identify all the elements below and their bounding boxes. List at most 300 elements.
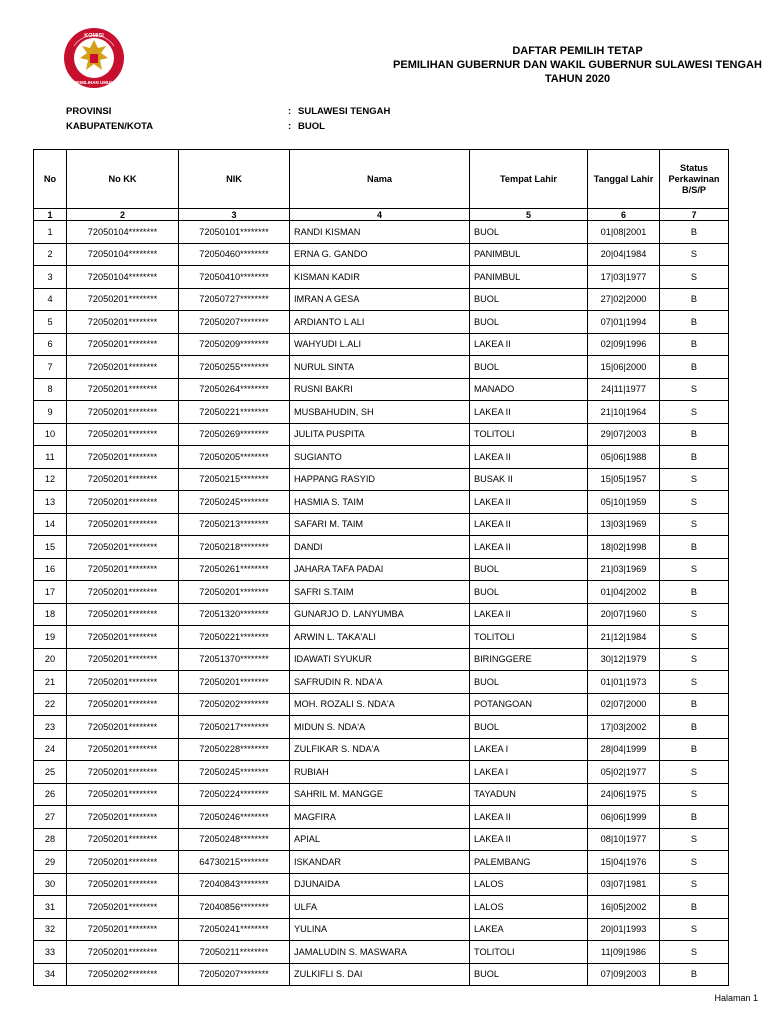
cell-no: 1 [34,221,67,244]
cell-status: S [660,491,729,514]
cell-tempat-lahir: LAKEA II [470,333,588,356]
header-tempat-lahir: Tempat Lahir [470,150,588,209]
cell-tempat-lahir: LAKEA II [470,828,588,851]
table-row [34,266,729,289]
cell-tempat-lahir: BUOL [470,356,588,379]
cell-no: 32 [34,918,67,941]
cell-nik: 72050245******** [179,761,290,784]
table-row [34,963,729,986]
cell-no: 21 [34,671,67,694]
cell-tempat-lahir: TOLITOLI [470,626,588,649]
cell-tempat-lahir: PANIMBUL [470,266,588,289]
cell-tanggal-lahir: 05|02|1977 [588,761,660,784]
cell-tempat-lahir: BUOL [470,288,588,311]
col-number: 5 [470,209,588,221]
cell-nama: IMRAN A GESA [290,288,470,311]
cell-nama: DJUNAIDA [290,873,470,896]
cell-no-kk: 72050104******** [67,221,179,244]
cell-nik: 72050218******** [179,536,290,559]
table-row [34,738,729,761]
cell-nik: 72050215******** [179,468,290,491]
cell-nama: YULINA [290,918,470,941]
cell-tempat-lahir: LAKEA I [470,738,588,761]
cell-no: 10 [34,423,67,446]
cell-nik: 72050209******** [179,333,290,356]
cell-status: S [660,468,729,491]
table-row [34,603,729,626]
cell-nama: MUSBAHUDIN, SH [290,401,470,424]
cell-no-kk: 72050201******** [67,356,179,379]
cell-no-kk: 72050201******** [67,806,179,829]
cell-nama: DANDI [290,536,470,559]
cell-nama: MOH. ROZALI S. NDA'A [290,693,470,716]
logo-text-bottom: PEMILIHAN UMUM [74,80,114,85]
header-status-perkawinan: Status Perkawinan B/S/P [660,150,729,209]
cell-status: S [660,378,729,401]
cell-nik: 72050207******** [179,311,290,334]
cell-tempat-lahir: TAYADUN [470,783,588,806]
cell-no: 34 [34,963,67,986]
cell-no-kk: 72050201******** [67,446,179,469]
col-number: 2 [67,209,179,221]
cell-no: 25 [34,761,67,784]
cell-no: 30 [34,873,67,896]
cell-nik: 72050246******** [179,806,290,829]
table-row [34,558,729,581]
cell-nik: 72050727******** [179,288,290,311]
cell-no: 18 [34,603,67,626]
cell-tempat-lahir: LAKEA II [470,603,588,626]
cell-tempat-lahir: PANIMBUL [470,243,588,266]
cell-no: 15 [34,536,67,559]
cell-tanggal-lahir: 20|04|1984 [588,243,660,266]
kpu-garuda-logo-icon [60,26,128,90]
cell-no: 8 [34,378,67,401]
cell-status: B [660,536,729,559]
table-row [34,716,729,739]
table-row [34,401,729,424]
cell-tanggal-lahir: 02|09|1996 [588,333,660,356]
table-row [34,626,729,649]
cell-no: 5 [34,311,67,334]
cell-tempat-lahir: BUOL [470,311,588,334]
cell-tanggal-lahir: 24|11|1977 [588,378,660,401]
cell-nik: 72051370******** [179,648,290,671]
table-row [34,446,729,469]
cell-no-kk: 72050104******** [67,266,179,289]
cell-tempat-lahir: POTANGOAN [470,693,588,716]
cell-no: 2 [34,243,67,266]
cell-tanggal-lahir: 13|03|1969 [588,513,660,536]
cell-no-kk: 72050201******** [67,693,179,716]
cell-status: S [660,941,729,964]
cell-nama: RUBIAH [290,761,470,784]
cell-no-kk: 72050201******** [67,941,179,964]
cell-nama: ISKANDAR [290,851,470,874]
cell-nik: 72050460******** [179,243,290,266]
cell-no: 22 [34,693,67,716]
cell-no: 14 [34,513,67,536]
cell-nama: ULFA [290,896,470,919]
cell-no-kk: 72050201******** [67,311,179,334]
table-row [34,468,729,491]
cell-tanggal-lahir: 16|05|2002 [588,896,660,919]
cell-tempat-lahir: BUOL [470,963,588,986]
cell-status: B [660,693,729,716]
cell-tempat-lahir: LALOS [470,896,588,919]
table-row [34,333,729,356]
col-number: 4 [290,209,470,221]
page-number: Halaman 1 [714,993,758,1003]
cell-status: B [660,716,729,739]
cell-status: S [660,266,729,289]
cell-status: S [660,243,729,266]
col-number: 6 [588,209,660,221]
cell-nik: 72050101******** [179,221,290,244]
header-no: No [34,150,67,209]
cell-status: B [660,333,729,356]
cell-nik: 72050228******** [179,738,290,761]
cell-no-kk: 72050201******** [67,513,179,536]
header-no-kk: No KK [67,150,179,209]
cell-nama: JAMALUDIN S. MASWARA [290,941,470,964]
cell-no: 33 [34,941,67,964]
cell-nik: 72050264******** [179,378,290,401]
cell-nama: HASMIA S. TAIM [290,491,470,514]
cell-no-kk: 72050201******** [67,536,179,559]
table-body [34,221,729,986]
cell-no: 16 [34,558,67,581]
cell-tanggal-lahir: 18|02|1998 [588,536,660,559]
cell-tempat-lahir: BUSAK II [470,468,588,491]
cell-nama: SAFRI S.TAIM [290,581,470,604]
cell-tanggal-lahir: 17|03|2002 [588,716,660,739]
cell-tanggal-lahir: 01|01|1973 [588,671,660,694]
cell-nik: 72050241******** [179,918,290,941]
provinsi-separator: : [288,106,292,117]
cell-no-kk: 72050201******** [67,558,179,581]
cell-no: 28 [34,828,67,851]
title-line-2: PEMILIHAN GUBERNUR DAN WAKIL GUBERNUR SULAWESI TENGAH [393,59,762,71]
cell-tempat-lahir: PALEMBANG [470,851,588,874]
cell-tempat-lahir: LAKEA II [470,491,588,514]
document-title [370,44,768,86]
cell-no: 27 [34,806,67,829]
cell-tanggal-lahir: 20|07|1960 [588,603,660,626]
cell-status: B [660,288,729,311]
cell-nik: 72050201******** [179,671,290,694]
cell-tempat-lahir: BUOL [470,716,588,739]
cell-tempat-lahir: TOLITOLI [470,941,588,964]
cell-nik: 72040856******** [179,896,290,919]
cell-tanggal-lahir: 07|01|1994 [588,311,660,334]
cell-tempat-lahir: BUOL [470,581,588,604]
table-row [34,783,729,806]
cell-no: 29 [34,851,67,874]
cell-status: B [660,423,729,446]
cell-tanggal-lahir: 29|07|2003 [588,423,660,446]
provinsi-label: PROVINSI [66,106,112,117]
cell-nik: 72040843******** [179,873,290,896]
cell-tanggal-lahir: 08|10|1977 [588,828,660,851]
cell-tanggal-lahir: 30|12|1979 [588,648,660,671]
cell-status: S [660,626,729,649]
cell-nik: 72050245******** [179,491,290,514]
cell-no-kk: 72050201******** [67,873,179,896]
kabupaten-label: KABUPATEN/KOTA [66,121,154,132]
cell-no: 20 [34,648,67,671]
cell-status: S [660,603,729,626]
cell-nik: 72051320******** [179,603,290,626]
cell-nik: 72050213******** [179,513,290,536]
cell-tempat-lahir: LAKEA II [470,513,588,536]
table-row [34,536,729,559]
cell-nik: 64730215******** [179,851,290,874]
cell-status: S [660,918,729,941]
cell-no-kk: 72050201******** [67,626,179,649]
title-line-1: DAFTAR PEMILIH TETAP [512,45,643,57]
table-row [34,491,729,514]
cell-no: 19 [34,626,67,649]
cell-nama: WAHYUDI L.ALI [290,333,470,356]
cell-no: 23 [34,716,67,739]
cell-status: B [660,221,729,244]
cell-status: S [660,671,729,694]
cell-tanggal-lahir: 20|01|1993 [588,918,660,941]
cell-tanggal-lahir: 06|06|1999 [588,806,660,829]
cell-nik: 72050255******** [179,356,290,379]
cell-nama: JULITA PUSPITA [290,423,470,446]
cell-tempat-lahir: LALOS [470,873,588,896]
cell-tanggal-lahir: 15|05|1957 [588,468,660,491]
cell-nik: 72050207******** [179,963,290,986]
cell-nama: MAGFIRA [290,806,470,829]
cell-no: 11 [34,446,67,469]
cell-nik: 72050224******** [179,783,290,806]
cell-no-kk: 72050201******** [67,468,179,491]
voter-table [33,149,729,986]
cell-tanggal-lahir: 05|10|1959 [588,491,660,514]
header-nik: NIK [179,150,290,209]
cell-status: B [660,896,729,919]
cell-status: B [660,356,729,379]
cell-nik: 72050261******** [179,558,290,581]
cell-tanggal-lahir: 01|04|2002 [588,581,660,604]
cell-status: S [660,873,729,896]
cell-status: S [660,828,729,851]
cell-tanggal-lahir: 05|06|1988 [588,446,660,469]
cell-nama: HAPPANG RASYID [290,468,470,491]
cell-no-kk: 72050201******** [67,333,179,356]
cell-no: 9 [34,401,67,424]
cell-nik: 72050248******** [179,828,290,851]
cell-tanggal-lahir: 21|10|1964 [588,401,660,424]
cell-nama: APIAL [290,828,470,851]
cell-tempat-lahir: LAKEA II [470,446,588,469]
cell-no: 12 [34,468,67,491]
table-row [34,828,729,851]
cell-status: B [660,446,729,469]
table-row [34,693,729,716]
table-row [34,648,729,671]
cell-tempat-lahir: MANADO [470,378,588,401]
cell-status: S [660,513,729,536]
table-row [34,873,729,896]
table-column-number-row [34,209,729,221]
cell-no: 6 [34,333,67,356]
table-row [34,581,729,604]
table-row [34,423,729,446]
cell-no-kk: 72050201******** [67,603,179,626]
cell-no-kk: 72050201******** [67,671,179,694]
cell-tanggal-lahir: 02|07|2000 [588,693,660,716]
cell-nama: GUNARJO D. LANYUMBA [290,603,470,626]
cell-tanggal-lahir: 07|09|2003 [588,963,660,986]
cell-no: 7 [34,356,67,379]
cell-tempat-lahir: BUOL [470,221,588,244]
cell-no-kk: 72050201******** [67,716,179,739]
cell-nama: MIDUN S. NDA'A [290,716,470,739]
cell-tempat-lahir: BUOL [470,558,588,581]
cell-tanggal-lahir: 27|02|2000 [588,288,660,311]
title-line-3: TAHUN 2020 [544,73,611,85]
cell-tempat-lahir: LAKEA [470,918,588,941]
cell-no-kk: 72050201******** [67,378,179,401]
cell-tanggal-lahir: 21|12|1984 [588,626,660,649]
table-row [34,806,729,829]
table-row [34,288,729,311]
cell-no: 17 [34,581,67,604]
cell-no: 26 [34,783,67,806]
cell-tanggal-lahir: 15|06|2000 [588,356,660,379]
table-row [34,221,729,244]
table-row [34,761,729,784]
table-row [34,941,729,964]
cell-tempat-lahir: LAKEA I [470,761,588,784]
cell-no: 24 [34,738,67,761]
cell-tanggal-lahir: 28|04|1999 [588,738,660,761]
col-number: 3 [179,209,290,221]
cell-tempat-lahir: LAKEA II [470,401,588,424]
cell-nama: KISMAN KADIR [290,266,470,289]
cell-nik: 72050217******** [179,716,290,739]
cell-tanggal-lahir: 17|03|1977 [588,266,660,289]
cell-no-kk: 72050201******** [67,738,179,761]
cell-status: S [660,761,729,784]
cell-nama: ZULKIFLI S. DAI [290,963,470,986]
cell-status: S [660,558,729,581]
cell-tempat-lahir: LAKEA II [470,806,588,829]
cell-no-kk: 72050201******** [67,783,179,806]
cell-no-kk: 72050201******** [67,288,179,311]
cell-status: B [660,806,729,829]
cell-no-kk: 72050201******** [67,851,179,874]
cell-nik: 72050211******** [179,941,290,964]
cell-nama: JAHARA TAFA PADAI [290,558,470,581]
cell-no: 13 [34,491,67,514]
cell-tanggal-lahir: 21|03|1969 [588,558,660,581]
cell-nama: RANDI KISMAN [290,221,470,244]
header-tanggal-lahir: Tanggal Lahir [588,150,660,209]
cell-nama: ARWIN L. TAKA'ALI [290,626,470,649]
col-number: 7 [660,209,729,221]
cell-no: 3 [34,266,67,289]
table-row [34,851,729,874]
cell-tanggal-lahir: 15|04|1976 [588,851,660,874]
cell-no-kk: 72050201******** [67,401,179,424]
cell-nik: 72050269******** [179,423,290,446]
cell-nama: NURUL SINTA [290,356,470,379]
cell-nama: SAHRIL M. MANGGE [290,783,470,806]
cell-no-kk: 72050201******** [67,648,179,671]
cell-no-kk: 72050201******** [67,491,179,514]
cell-nik: 72050221******** [179,401,290,424]
cell-no: 31 [34,896,67,919]
cell-status: B [660,311,729,334]
cell-nama: ARDIANTO L ALI [290,311,470,334]
table-row [34,243,729,266]
cell-nama: RUSNI BAKRI [290,378,470,401]
table-row [34,311,729,334]
logo-text-top: KOMISI [84,33,104,39]
table-header-row [34,150,729,209]
cell-nik: 72050202******** [179,693,290,716]
table-row [34,378,729,401]
cell-no-kk: 72050201******** [67,423,179,446]
cell-nama: ERNA G. GANDO [290,243,470,266]
cell-no-kk: 72050201******** [67,761,179,784]
cell-status: S [660,401,729,424]
table-row [34,918,729,941]
cell-nik: 72050221******** [179,626,290,649]
cell-no-kk: 72050104******** [67,243,179,266]
table-row [34,356,729,379]
cell-nik: 72050410******** [179,266,290,289]
cell-no-kk: 72050201******** [67,828,179,851]
cell-nama: ZULFIKAR S. NDA'A [290,738,470,761]
table-row [34,671,729,694]
cell-status: B [660,738,729,761]
kabupaten-value: BUOL [298,121,325,132]
table-row [34,896,729,919]
cell-tempat-lahir: BIRINGGERE [470,648,588,671]
kpu-logo [60,26,128,90]
cell-no: 4 [34,288,67,311]
cell-tempat-lahir: TOLITOLI [470,423,588,446]
header-nama: Nama [290,150,470,209]
cell-nik: 72050201******** [179,581,290,604]
cell-nama: IDAWATI SYUKUR [290,648,470,671]
cell-nama: SAFRUDIN R. NDA'A [290,671,470,694]
cell-tanggal-lahir: 03|07|1981 [588,873,660,896]
provinsi-value: SULAWESI TENGAH [298,106,391,117]
cell-status: S [660,648,729,671]
cell-nama: SAFARI M. TAIM [290,513,470,536]
cell-tanggal-lahir: 24|06|1975 [588,783,660,806]
cell-no-kk: 72050202******** [67,963,179,986]
kabupaten-separator: : [288,121,292,132]
cell-status: S [660,851,729,874]
cell-status: B [660,581,729,604]
cell-no-kk: 72050201******** [67,581,179,604]
cell-tanggal-lahir: 01|08|2001 [588,221,660,244]
cell-nama: SUGIANTO [290,446,470,469]
table-row [34,513,729,536]
cell-status: S [660,783,729,806]
col-number: 1 [34,209,67,221]
cell-nik: 72050205******** [179,446,290,469]
cell-no-kk: 72050201******** [67,918,179,941]
